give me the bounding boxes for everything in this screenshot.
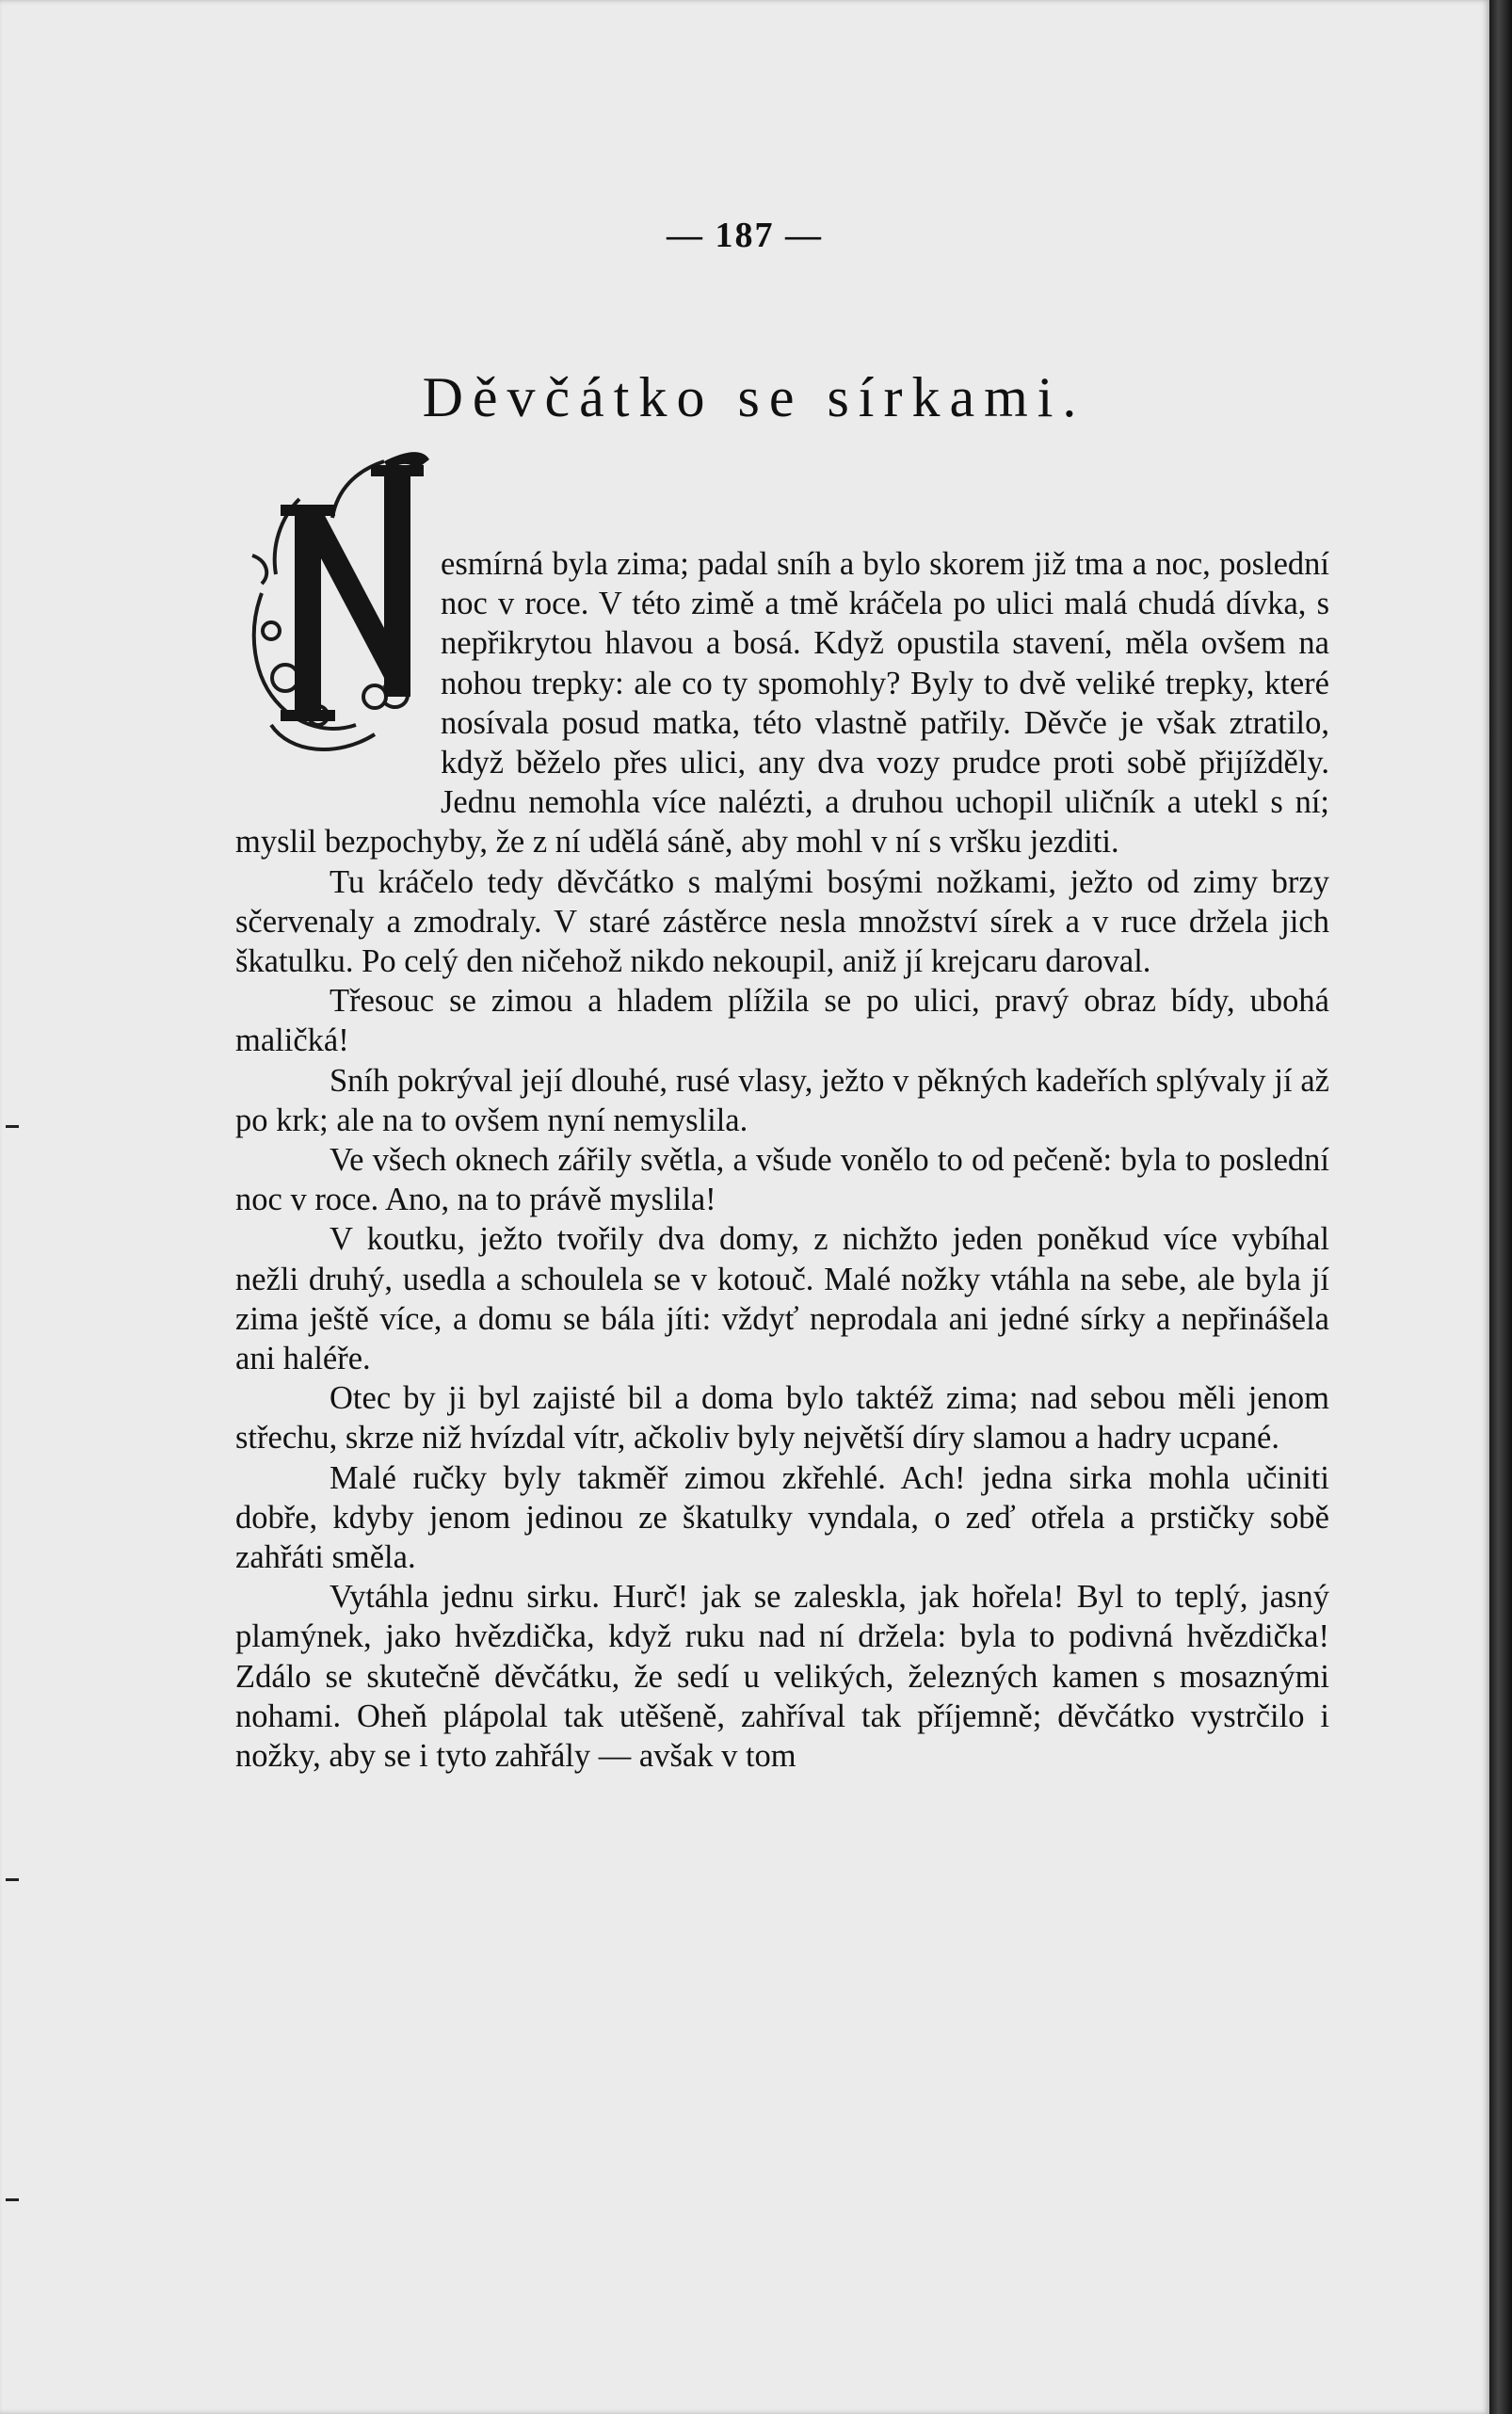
paragraph: Malé ručky byly takměř zimou zkřehlé. Ach! jedna sirka mohla učiniti dobře, kdyby jenom jedinou ze škatulky vyndala, o zeď otřela a prstičky sobě zahřáti směla.	[235, 1459, 1329, 1576]
paragraph: Tu kráčelo tedy děvčátko s malými bosými nožkami, ježto od zimy brzy sčervenaly a zmodraly. V staré zástěrce nesla množství sírek a v ruce držela jich škatulku. Po celý den ničehož nikdo nekoupil, aniž jí krejcaru daroval.	[235, 863, 1329, 980]
margin-mark	[6, 2198, 19, 2201]
story-text	[235, 544, 1329, 1776]
paragraph: esmírná byla zima; padal sníh a bylo skorem již tma a noc, poslední noc v roce. V této zimě a tmě kráčela po ulici malá chudá dívka, s nepřikrytou hlavou a bosá. Když opustila stavení, měla ovšem na nohou trepky: ale co ty spomohly? Byly to dvě veliké trepky, které nosívala posud matka, této vlastně patřily. Děvče je však ztratilo, když běželo přes ulici, any dva vozy prudce proti sobě přijížděly. Jednu nemohla více nalézti, a druhou uchopil uličník a utekl s ní; myslil bezpochyby, že z ní udělá sáně, aby mohl v ní s vršku jezditi.	[235, 546, 1329, 861]
paragraph: Sníh pokrýval její dlouhé, rusé vlasy, ježto v pěkných kadeřích splývaly jí až po krk; ale na to ovšem nyní nemyslila.	[235, 1062, 1329, 1138]
dropcap-letter: N	[337, 633, 345, 643]
chapter-title: Děvčátko se sírkami.	[422, 366, 1086, 428]
book-spine-shadow	[1489, 0, 1512, 2414]
paragraph: Třesouc se zimou a hladem plížila se po ulici, pravý obraz bídy, ubohá maličká!	[235, 983, 1329, 1059]
paragraph: Ve všech oknech zářily světla, a všude vonělo to od pečeně: byla to poslední noc v roce. Ano, na to právě myslila!	[235, 1142, 1329, 1218]
paragraph: V koutku, ježto tvořily dva domy, z nichžto jeden poněkud více vybíhal nežli druhý, usedla a schoulela se v kotouč. Malé nožky vtáhla na sebe, ale byla jí zima ještě více, a domu se bála jíti: vždyť neprodala ani jedné sírky a nepřinášela ani haléře.	[235, 1221, 1329, 1377]
paragraph: Otec by ji byl zajisté bil a doma bylo taktéž zima; nad sebou měli jenom střechu, skrze niž hvízdal vítr, ačkoliv byly největší díry slamou a hadry ucpané.	[235, 1380, 1329, 1456]
margin-mark	[6, 1878, 19, 1881]
margin-mark	[6, 1125, 19, 1128]
paragraph: Vytáhla jednu sirku. Hurč! jak se zaleskla, jak hořela! Byl to teplý, jasný plamýnek, jako hvězdička, když ruku nad ní držela: byla to podivná hvězdička! Zdálo se skutečně děvčátku, že sedí u velikých, železných kamen s mosaznými nohami. Oheň plápolal tak utěšeně, zahříval tak příjemně; děvčátko vystrčilo i nožky, aby se i tyto zahřály — avšak v tom	[235, 1579, 1329, 1775]
page-number: — 187 —	[667, 216, 823, 255]
